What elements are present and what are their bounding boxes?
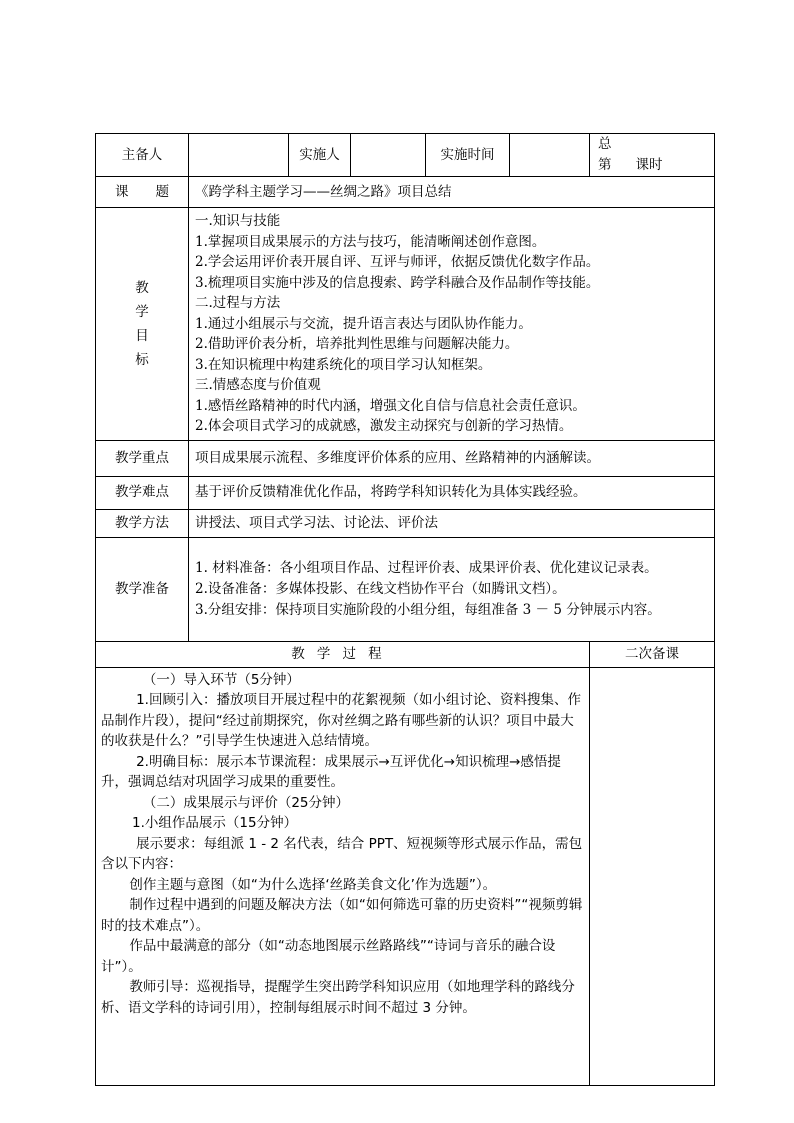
process-header bbox=[96, 641, 590, 667]
objective-item: 2.体会项目式学习的成就感，激发主动探究与创新的学习热情。 bbox=[195, 418, 573, 434]
process-paragraph: 教师引导：巡视指导，提醒学生突出跨学科知识应用（如地理学科的路线分析、语文学科的诗词引用），控制每组展示时间不超过 3 分钟。 bbox=[101, 979, 575, 1016]
difficulties-row bbox=[96, 476, 715, 509]
topic-label: 课 题 bbox=[96, 177, 189, 208]
total-number-prefix: 第 bbox=[598, 157, 612, 173]
process-paragraph: 1.回顾引入：播放项目开展过程中的花絮视频（如小组讨论、资料搜集、作品制作片段），提问“经过前期探究，你对丝绸之路有哪些新的认识？项目中最大的收获是什么？”引导学生快速进入总结情境。 bbox=[101, 692, 581, 749]
key-points-label: 教学重点 bbox=[96, 440, 189, 476]
process-paragraph: 制作过程中遇到的问题及解决方法（如“如何筛选可靠的历史资料”“视频剪辑时的技术难点”）。 bbox=[101, 897, 583, 934]
objectives-label-char: 教 bbox=[135, 279, 149, 296]
objective-item: 1.掌握项目成果展示的方法与技巧，能清晰阐述创作意图。 bbox=[195, 233, 546, 250]
preparation-item: 3.分组安排：保持项目实施阶段的小组分组，每组准备 3 － 5 分钟展示内容。 bbox=[195, 601, 661, 618]
objective-item: 1.通过小组展示与交流，提升语言表达与团队协作能力。 bbox=[195, 315, 532, 332]
topic-row bbox=[96, 177, 715, 208]
total-hours-cell bbox=[590, 134, 715, 177]
objectives-row bbox=[96, 208, 715, 441]
preparation-label: 教学准备 bbox=[96, 537, 189, 641]
subsection-title: 1.小组作品展示（15分钟） bbox=[132, 815, 298, 831]
time-label: 实施时间 bbox=[426, 134, 510, 177]
objectives-content bbox=[189, 208, 715, 441]
preparation-content bbox=[189, 537, 715, 641]
lesson-plan-table bbox=[95, 133, 715, 1086]
objective-item: 3.在知识梳理中构建系统化的项目学习认知框架。 bbox=[195, 356, 492, 373]
objective-item: 1.感悟丝路精神的时代内涵，增强文化自信与信息社会责任意识。 bbox=[195, 397, 586, 414]
topic-value: 《跨学科主题学习——丝绸之路》项目总结 bbox=[189, 177, 715, 208]
difficulties-label: 教学难点 bbox=[96, 476, 189, 509]
preparation-row bbox=[96, 537, 715, 641]
lead-label: 主备人 bbox=[96, 134, 189, 177]
time-value[interactable] bbox=[510, 134, 590, 177]
total-hours-suffix: 课时 bbox=[635, 157, 663, 173]
header-row bbox=[96, 134, 715, 177]
process-paragraph: 2.明确目标：展示本节课流程：成果展示→互评优化→知识梳理→感悟提升，强调总结对巩固学习成果的重要性。 bbox=[101, 753, 561, 790]
executor-value[interactable] bbox=[351, 134, 426, 177]
objective-item: 3.梳理项目实施中涉及的信息搜索、跨学科融合及作品制作等技能。 bbox=[195, 274, 600, 291]
objectives-label bbox=[96, 208, 189, 441]
process-header-text: 教学过程 bbox=[291, 645, 394, 662]
objectives-label-char: 学 bbox=[135, 303, 149, 320]
lead-value[interactable] bbox=[189, 134, 289, 177]
objectives-label-char: 标 bbox=[135, 351, 149, 368]
preparation-item: 2.设备准备：多媒体投影、在线文档协作平台（如腾讯文档）。 bbox=[195, 580, 566, 597]
process-paragraph: 展示要求：每组派 1 - 2 名代表，结合 PPT、短视频等形式展示作品，需包含以下内容： bbox=[101, 835, 583, 872]
methods-value: 讲授法、项目式学习法、讨论法、评价法 bbox=[189, 509, 715, 537]
difficulties-value: 基于评价反馈精准优化作品，将跨学科知识转化为具体实践经验。 bbox=[189, 476, 715, 509]
objective-heading: 一.知识与技能 bbox=[195, 213, 281, 229]
executor-label: 实施人 bbox=[289, 134, 351, 177]
process-body-row bbox=[96, 667, 715, 1085]
process-paragraph: 作品中最满意的部分（如“动态地图展示丝路路线”“诗词与音乐的融合设计”）。 bbox=[101, 938, 556, 975]
process-header-row bbox=[96, 641, 715, 667]
objective-heading: 二.过程与方法 bbox=[195, 295, 281, 311]
objective-item: 2.借助评价表分析，培养批判性思维与问题解决能力。 bbox=[195, 336, 519, 352]
methods-row bbox=[96, 509, 715, 537]
objective-item: 2.学会运用评价表开展自评、互评与师评，依据反馈优化数字作品。 bbox=[195, 254, 600, 270]
process-content bbox=[96, 667, 590, 1085]
section-title: （一）导入环节（5分钟） bbox=[142, 671, 300, 688]
methods-label: 教学方法 bbox=[96, 509, 189, 537]
total-label: 总 bbox=[598, 136, 612, 152]
secondary-prep-header: 二次备课 bbox=[590, 641, 715, 667]
preparation-item: 1. 材料准备：各小组项目作品、过程评价表、成果评价表、优化建议记录表。 bbox=[195, 559, 658, 576]
objectives-label-char: 目 bbox=[135, 327, 149, 344]
objective-heading: 三.情感态度与价值观 bbox=[195, 377, 321, 393]
process-paragraph: 创作主题与意图（如“为什么选择‘丝路美食文化’作为选题”）。 bbox=[129, 876, 497, 893]
secondary-prep-notes[interactable] bbox=[590, 667, 715, 1085]
section-title: （二）成果展示与评价（25分钟） bbox=[142, 794, 350, 811]
key-points-value: 项目成果展示流程、多维度评价体系的应用、丝路精神的内涵解读。 bbox=[189, 440, 715, 476]
key-points-row bbox=[96, 440, 715, 476]
